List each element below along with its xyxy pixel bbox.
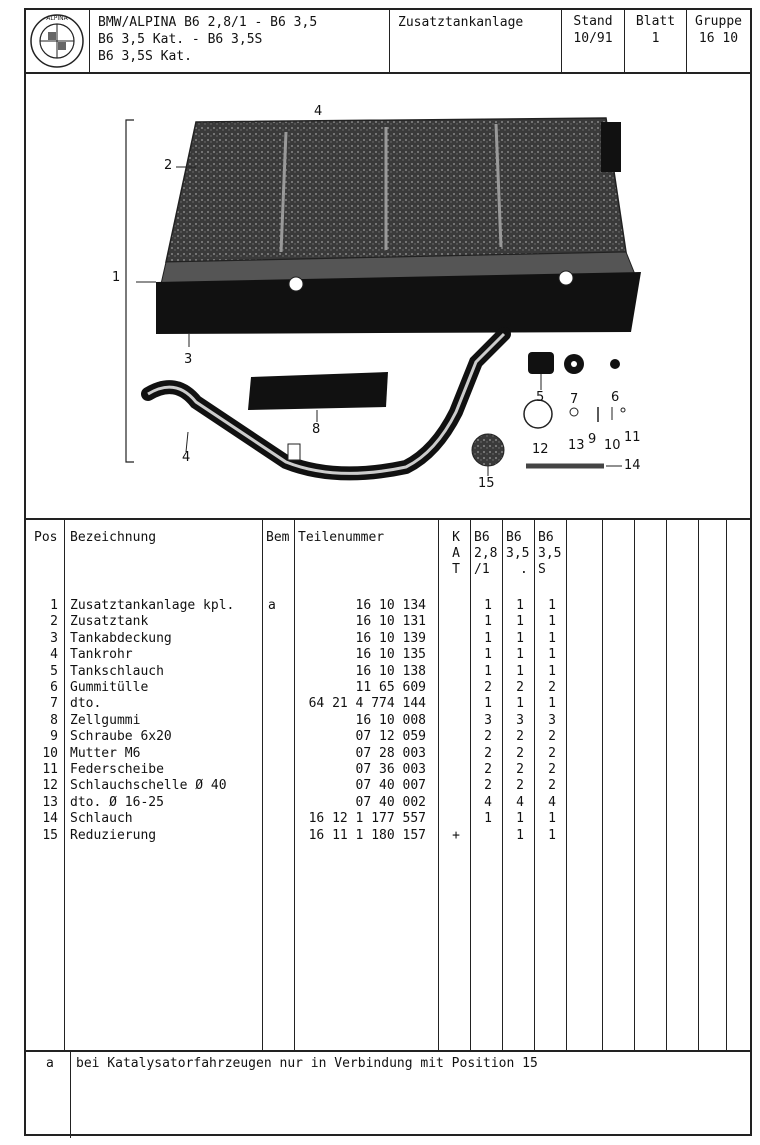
cell-pos: 8 <box>50 712 58 728</box>
cell-b1: 3 <box>484 712 492 728</box>
exploded-view-illustration <box>26 72 750 520</box>
footnote-key: a <box>46 1056 54 1071</box>
table-row <box>26 746 750 762</box>
gruppe-value: 16 10 <box>698 31 739 46</box>
cell-bez: Schlauchschelle Ø 40 <box>70 778 227 794</box>
callout-3: 3 <box>184 352 193 367</box>
cell-b3: 2 <box>548 762 556 777</box>
callout-2: 2 <box>164 158 173 173</box>
callout-6: 6 <box>611 390 620 405</box>
callout-4: 4 <box>182 450 191 465</box>
table-row <box>26 713 750 729</box>
table-row <box>26 647 750 663</box>
callout-10: 10 <box>604 438 621 453</box>
model-line: B6 3,5 Kat. - B6 3,5S <box>98 32 263 47</box>
col-header-teilenummer: Teilenummer <box>298 530 385 545</box>
callout-12: 12 <box>532 442 549 457</box>
cell-b3: 3 <box>548 712 556 728</box>
cell-b1: 2 <box>484 778 492 794</box>
blatt-cell <box>625 10 687 72</box>
table-row <box>26 598 750 614</box>
cell-b2: 1 <box>516 614 524 630</box>
cell-pos: 10 <box>42 745 58 761</box>
cell-bez: Schraube 6x20 <box>70 729 172 745</box>
cell-b2: 2 <box>516 778 524 794</box>
cell-b2: 1 <box>516 598 524 613</box>
cell-b1: 2 <box>484 729 492 745</box>
cell-b1: 1 <box>484 598 492 613</box>
callout-4-top: 4 <box>314 104 323 119</box>
cell-b1: 2 <box>484 762 492 777</box>
cell-b1: 1 <box>484 696 492 712</box>
callout-9: 9 <box>588 432 597 447</box>
col-header-bezeichnung: Bezeichnung <box>70 530 157 545</box>
cell-b3: 2 <box>548 778 556 794</box>
cell-pos: 9 <box>50 729 58 745</box>
table-row <box>26 729 750 745</box>
footnote-area <box>26 1050 750 1138</box>
cell-bez: Schlauch <box>70 811 133 827</box>
cell-b2: 1 <box>516 696 524 712</box>
table-row <box>26 762 750 778</box>
model-line: BMW/ALPINA B6 2,8/1 - B6 3,5 <box>98 15 318 30</box>
cell-b2: 2 <box>516 745 524 761</box>
blatt-label: Blatt <box>635 14 676 29</box>
cell-teil: 16 10 008 <box>355 712 426 728</box>
cell-teil: 07 28 003 <box>355 745 426 761</box>
col-header-kat: K A T <box>452 530 460 577</box>
cell-b3: 1 <box>548 647 556 663</box>
cell-pos: 1 <box>50 598 58 613</box>
cell-pos: 13 <box>42 794 58 810</box>
callout-7: 7 <box>570 392 579 407</box>
table-row <box>26 778 750 794</box>
cell-pos: 11 <box>42 762 58 777</box>
svg-text:ALPINA: ALPINA <box>46 15 68 22</box>
cell-bez: Tankrohr <box>70 647 133 663</box>
cell-bez: Federscheibe <box>70 762 164 777</box>
cell-pos: 7 <box>50 696 58 712</box>
cell-pos: 4 <box>50 647 58 663</box>
stand-label: Stand <box>573 14 613 29</box>
cell-bez: Zusatztankanlage kpl. <box>70 598 235 613</box>
cell-teil: 07 40 002 <box>355 794 426 810</box>
cell-b3: 1 <box>548 811 556 827</box>
alpina-logo <box>26 10 90 72</box>
cell-b1: 1 <box>484 663 492 679</box>
cell-b1: 1 <box>484 647 492 663</box>
cell-bez: Gummitülle <box>70 680 149 695</box>
cell-b3: 1 <box>548 827 556 843</box>
cell-teil: 16 10 134 <box>355 598 426 613</box>
cell-b2: 1 <box>516 663 524 679</box>
cell-b3: 1 <box>548 663 556 679</box>
callout-14: 14 <box>624 458 641 473</box>
table-row <box>26 664 750 680</box>
callout-1: 1 <box>112 270 121 285</box>
cell-b1: 4 <box>484 794 492 810</box>
cell-b1: 2 <box>484 745 492 761</box>
cell-b3: 1 <box>548 696 556 712</box>
table-row <box>26 795 750 811</box>
table-row <box>26 614 750 630</box>
cell-b2: 1 <box>516 630 524 646</box>
cell-pos: 15 <box>42 827 58 843</box>
cell-teil: 07 36 003 <box>355 762 426 777</box>
cell-b2: 2 <box>516 762 524 777</box>
cell-b2: 1 <box>516 827 524 843</box>
footnote-text: bei Katalysatorfahrzeugen nur in Verbindung mit Position 15 <box>76 1056 538 1071</box>
cell-pos: 14 <box>42 811 58 827</box>
table-row <box>26 680 750 696</box>
col-header-b6-35: B6 3,5 . <box>506 530 530 577</box>
cell-b2: 3 <box>516 712 524 728</box>
cell-b3: 2 <box>548 745 556 761</box>
cell-teil: 16 10 131 <box>355 614 426 630</box>
cell-b2: 4 <box>516 794 524 810</box>
cell-bem: a <box>268 598 276 613</box>
table-row <box>26 811 750 827</box>
stand-value: 10/91 <box>573 31 613 46</box>
cell-b3: 1 <box>548 598 556 613</box>
cell-teil: 16 10 139 <box>355 630 426 646</box>
col-header-b6-35s: B6 3,5 S <box>538 530 562 577</box>
cell-teil: 16 10 138 <box>355 663 426 679</box>
table-row <box>26 631 750 647</box>
cell-teil: 16 12 1 177 557 <box>308 811 426 827</box>
cell-pos: 6 <box>50 680 58 695</box>
cell-b3: 1 <box>548 630 556 646</box>
cell-kat: + <box>452 827 460 843</box>
cell-teil: 07 12 059 <box>355 729 426 745</box>
cell-bez: Mutter M6 <box>70 745 141 761</box>
cell-teil: 16 10 135 <box>355 647 426 663</box>
parts-drawing <box>26 72 750 518</box>
cell-b1: 1 <box>484 614 492 630</box>
cell-bez: Reduzierung <box>70 827 157 843</box>
gruppe-label: Gruppe <box>695 14 742 29</box>
cell-b2: 2 <box>516 729 524 745</box>
cell-teil: 16 11 1 180 157 <box>308 827 426 843</box>
table-row <box>26 696 750 712</box>
callout-5: 5 <box>536 390 545 405</box>
cell-pos: 5 <box>50 663 58 679</box>
callout-15: 15 <box>478 476 495 491</box>
callout-11: 11 <box>624 430 641 445</box>
cell-bez: dto. <box>70 696 102 712</box>
cell-bez: Tankschlauch <box>70 663 164 679</box>
cell-b1: 2 <box>484 680 492 695</box>
cell-pos: 12 <box>42 778 58 794</box>
sheet-title: Zusatztankanlage <box>390 10 562 72</box>
stand-cell <box>562 10 625 72</box>
blatt-value: 1 <box>651 31 660 46</box>
cell-pos: 3 <box>50 630 58 646</box>
cell-b1: 1 <box>484 630 492 646</box>
cell-bez: Zellgummi <box>70 712 141 728</box>
cell-b2: 1 <box>516 647 524 663</box>
cell-teil: 11 65 609 <box>355 680 426 695</box>
cell-bez: dto. Ø 16-25 <box>70 794 164 810</box>
cell-b2: 2 <box>516 680 524 695</box>
cell-bez: Tankabdeckung <box>70 630 172 646</box>
cell-b3: 4 <box>548 794 556 810</box>
cell-b3: 1 <box>548 614 556 630</box>
table-row <box>26 828 750 844</box>
cell-pos: 2 <box>50 614 58 630</box>
model-line: B6 3,5S Kat. <box>98 49 192 64</box>
cell-b3: 2 <box>548 729 556 745</box>
sheet-header <box>26 10 750 74</box>
cell-bez: Zusatztank <box>70 614 149 630</box>
cell-teil: 07 40 007 <box>355 778 426 794</box>
col-header-pos: Pos <box>34 530 58 545</box>
parts-table <box>26 518 750 1050</box>
cell-b3: 2 <box>548 680 556 695</box>
parts-sheet <box>24 8 752 1136</box>
cell-b1: 1 <box>484 811 492 827</box>
cell-b2: 1 <box>516 811 524 827</box>
gruppe-cell <box>687 10 750 72</box>
col-header-b6-28: B6 2,8 /1 <box>474 530 498 577</box>
col-header-bem: Bem <box>266 530 290 545</box>
callout-13: 13 <box>568 438 585 453</box>
model-list <box>90 10 390 72</box>
callout-8: 8 <box>312 422 321 437</box>
cell-teil: 64 21 4 774 144 <box>308 696 426 712</box>
